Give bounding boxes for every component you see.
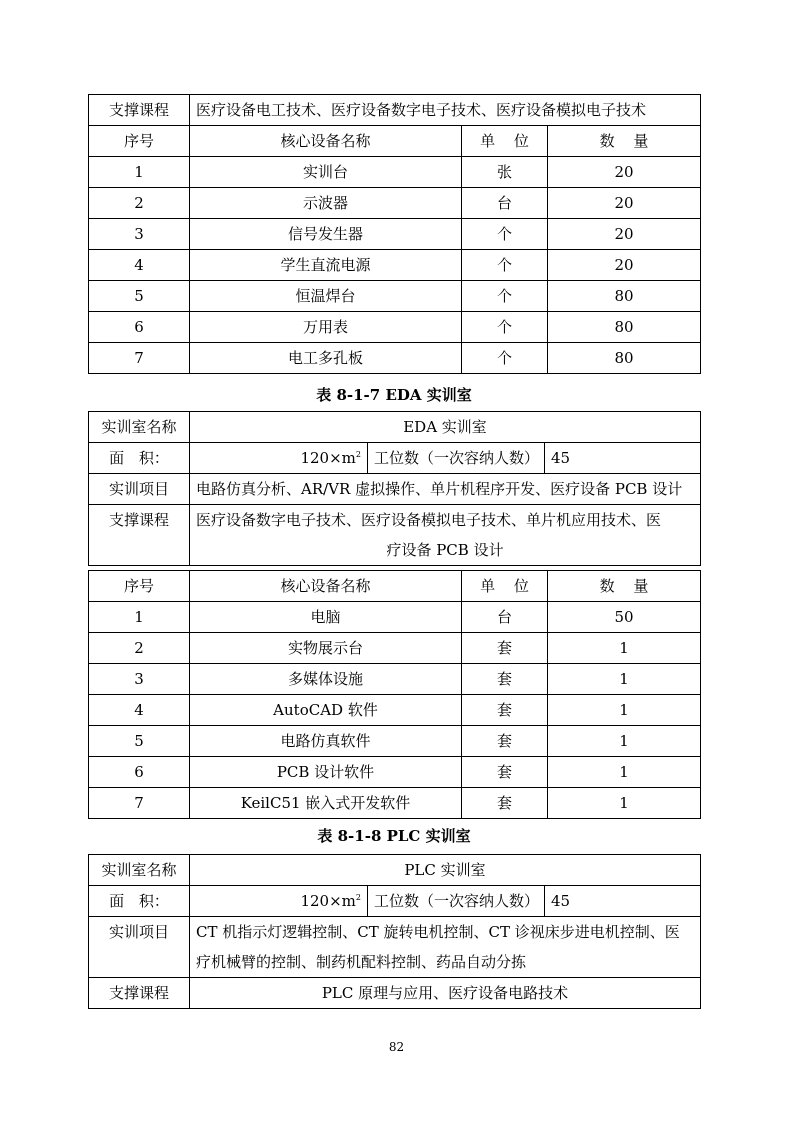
header-equipment-name: 核心设备名称 bbox=[190, 571, 462, 602]
area-value-text: 120×m bbox=[300, 892, 356, 910]
area-label-text: 面 积： bbox=[109, 449, 169, 467]
cell-unit: 个 bbox=[462, 343, 548, 374]
table-row bbox=[89, 917, 701, 978]
table-row bbox=[89, 726, 701, 757]
table-row bbox=[89, 602, 701, 633]
cell-quantity: 1 bbox=[548, 664, 701, 695]
table-row bbox=[89, 788, 701, 819]
header-unit: 单 位 bbox=[462, 571, 548, 602]
cell-unit: 台 bbox=[462, 188, 548, 219]
cell-name: 信号发生器 bbox=[190, 219, 462, 250]
eda-equipment-table bbox=[88, 570, 701, 819]
table-row bbox=[89, 95, 701, 126]
cell-unit: 个 bbox=[462, 281, 548, 312]
stations-label: 工位数（一次容纳人数） bbox=[368, 443, 545, 474]
support-course-label bbox=[89, 505, 190, 566]
cell-name: 恒温焊台 bbox=[190, 281, 462, 312]
cell-index: 4 bbox=[89, 695, 190, 726]
cell-index: 7 bbox=[89, 343, 190, 374]
cell-name: 实训台 bbox=[190, 157, 462, 188]
cell-quantity: 80 bbox=[548, 343, 701, 374]
room-name-value: PLC 实训室 bbox=[190, 855, 701, 886]
table-row bbox=[89, 978, 701, 1009]
cell-index: 5 bbox=[89, 281, 190, 312]
area-unit-sup: 2 bbox=[355, 893, 361, 902]
table-caption-eda: 表 8-1-7 EDA 实训室 bbox=[316, 386, 472, 404]
project-label bbox=[89, 917, 190, 978]
room-name-label: 实训室名称 bbox=[89, 412, 190, 443]
cell-unit: 台 bbox=[462, 602, 548, 633]
cell-index: 2 bbox=[89, 188, 190, 219]
cell-index: 6 bbox=[89, 757, 190, 788]
area-label bbox=[89, 443, 190, 474]
cell-name: 电脑 bbox=[190, 602, 462, 633]
table-row bbox=[89, 219, 701, 250]
cell-name: 电工多孔板 bbox=[190, 343, 462, 374]
table-row bbox=[89, 443, 701, 474]
cell-index: 5 bbox=[89, 726, 190, 757]
cell-index: 6 bbox=[89, 312, 190, 343]
header-index: 序号 bbox=[89, 126, 190, 157]
area-value-text: 120×m bbox=[300, 449, 356, 467]
area-value bbox=[190, 886, 368, 917]
room-name-value: EDA 实训室 bbox=[190, 412, 701, 443]
cell-unit: 套 bbox=[462, 757, 548, 788]
support-course-value bbox=[190, 505, 701, 566]
header-quantity: 数 量 bbox=[548, 126, 701, 157]
support-course-line-1: 医疗设备数字电子技术、医疗设备模拟电子技术、单片机应用技术、医 bbox=[196, 511, 662, 529]
cell-index: 3 bbox=[89, 219, 190, 250]
cell-name: 多媒体设施 bbox=[190, 664, 462, 695]
cell-index: 7 bbox=[89, 788, 190, 819]
area-label-text: 面 积： bbox=[109, 892, 169, 910]
cell-unit: 张 bbox=[462, 157, 548, 188]
table-row bbox=[89, 312, 701, 343]
cell-name: AutoCAD 软件 bbox=[190, 695, 462, 726]
table-row bbox=[89, 855, 701, 886]
header-quantity: 数 量 bbox=[548, 571, 701, 602]
cell-quantity: 20 bbox=[548, 219, 701, 250]
cell-unit: 套 bbox=[462, 695, 548, 726]
project-value: CT 机指示灯逻辑控制、CT 旋转电机控制、CT 诊视床步进电机控制、医疗机械臂的控制、制药机配料控制、药品自动分拣 bbox=[190, 917, 701, 978]
plc-lab-table bbox=[88, 854, 701, 1009]
support-course-label: 支撑课程 bbox=[89, 978, 190, 1009]
table-row bbox=[89, 886, 701, 917]
cell-name: 示波器 bbox=[190, 188, 462, 219]
table-row bbox=[89, 281, 701, 312]
cell-quantity: 1 bbox=[548, 633, 701, 664]
table-header-row bbox=[89, 126, 701, 157]
support-course-label: 支撑课程 bbox=[89, 95, 190, 126]
cell-unit: 套 bbox=[462, 726, 548, 757]
eda-lab-table bbox=[88, 411, 701, 566]
cell-unit: 套 bbox=[462, 664, 548, 695]
table-row bbox=[89, 474, 701, 505]
cell-quantity: 20 bbox=[548, 157, 701, 188]
table-row bbox=[89, 157, 701, 188]
table-row bbox=[89, 505, 701, 566]
cell-name: 学生直流电源 bbox=[190, 250, 462, 281]
area-unit-sup: 2 bbox=[355, 450, 361, 459]
page-number: 82 bbox=[388, 1040, 405, 1054]
project-label-text: 实训项目 bbox=[108, 923, 169, 941]
cell-index: 2 bbox=[89, 633, 190, 664]
area-value bbox=[190, 443, 368, 474]
cell-quantity: 20 bbox=[548, 188, 701, 219]
cell-quantity: 1 bbox=[548, 726, 701, 757]
cell-name: PCB 设计软件 bbox=[190, 757, 462, 788]
table-row bbox=[89, 695, 701, 726]
cell-name: KeilC51 嵌入式开发软件 bbox=[190, 788, 462, 819]
table-row bbox=[89, 412, 701, 443]
header-unit: 单 位 bbox=[462, 126, 548, 157]
table-row bbox=[89, 343, 701, 374]
cell-quantity: 1 bbox=[548, 788, 701, 819]
support-course-value: 医疗设备电工技术、医疗设备数字电子技术、医疗设备模拟电子技术 bbox=[190, 95, 701, 126]
project-label: 实训项目 bbox=[89, 474, 190, 505]
cell-index: 3 bbox=[89, 664, 190, 695]
stations-label: 工位数（一次容纳人数） bbox=[368, 886, 545, 917]
cell-unit: 个 bbox=[462, 219, 548, 250]
cell-unit: 套 bbox=[462, 633, 548, 664]
cell-index: 1 bbox=[89, 157, 190, 188]
table-row bbox=[89, 664, 701, 695]
cell-name: 实物展示台 bbox=[190, 633, 462, 664]
support-course-label-text: 支撑课程 bbox=[108, 511, 169, 529]
table-row bbox=[89, 188, 701, 219]
equipment-table-1 bbox=[88, 94, 701, 374]
cell-unit: 个 bbox=[462, 312, 548, 343]
table-caption-plc: 表 8-1-8 PLC 实训室 bbox=[317, 827, 471, 845]
cell-quantity: 80 bbox=[548, 281, 701, 312]
cell-index: 4 bbox=[89, 250, 190, 281]
cell-name: 电路仿真软件 bbox=[190, 726, 462, 757]
cell-unit: 个 bbox=[462, 250, 548, 281]
cell-quantity: 80 bbox=[548, 312, 701, 343]
stations-value: 45 bbox=[545, 443, 701, 474]
cell-quantity: 20 bbox=[548, 250, 701, 281]
support-course-value: PLC 原理与应用、医疗设备电路技术 bbox=[190, 978, 701, 1009]
header-equipment-name: 核心设备名称 bbox=[190, 126, 462, 157]
header-index: 序号 bbox=[89, 571, 190, 602]
cell-name: 万用表 bbox=[190, 312, 462, 343]
cell-quantity: 1 bbox=[548, 695, 701, 726]
cell-index: 1 bbox=[89, 602, 190, 633]
cell-quantity: 50 bbox=[548, 602, 701, 633]
cell-unit: 套 bbox=[462, 788, 548, 819]
support-course-line-2: 疗设备 PCB 设计 bbox=[386, 541, 504, 559]
table-row bbox=[89, 250, 701, 281]
stations-value: 45 bbox=[545, 886, 701, 917]
project-value: 电路仿真分析、AR/VR 虚拟操作、单片机程序开发、医疗设备 PCB 设计 bbox=[190, 474, 701, 505]
table-header-row bbox=[89, 571, 701, 602]
table-row bbox=[89, 633, 701, 664]
table-row bbox=[89, 757, 701, 788]
room-name-label: 实训室名称 bbox=[89, 855, 190, 886]
area-label bbox=[89, 886, 190, 917]
cell-quantity: 1 bbox=[548, 757, 701, 788]
